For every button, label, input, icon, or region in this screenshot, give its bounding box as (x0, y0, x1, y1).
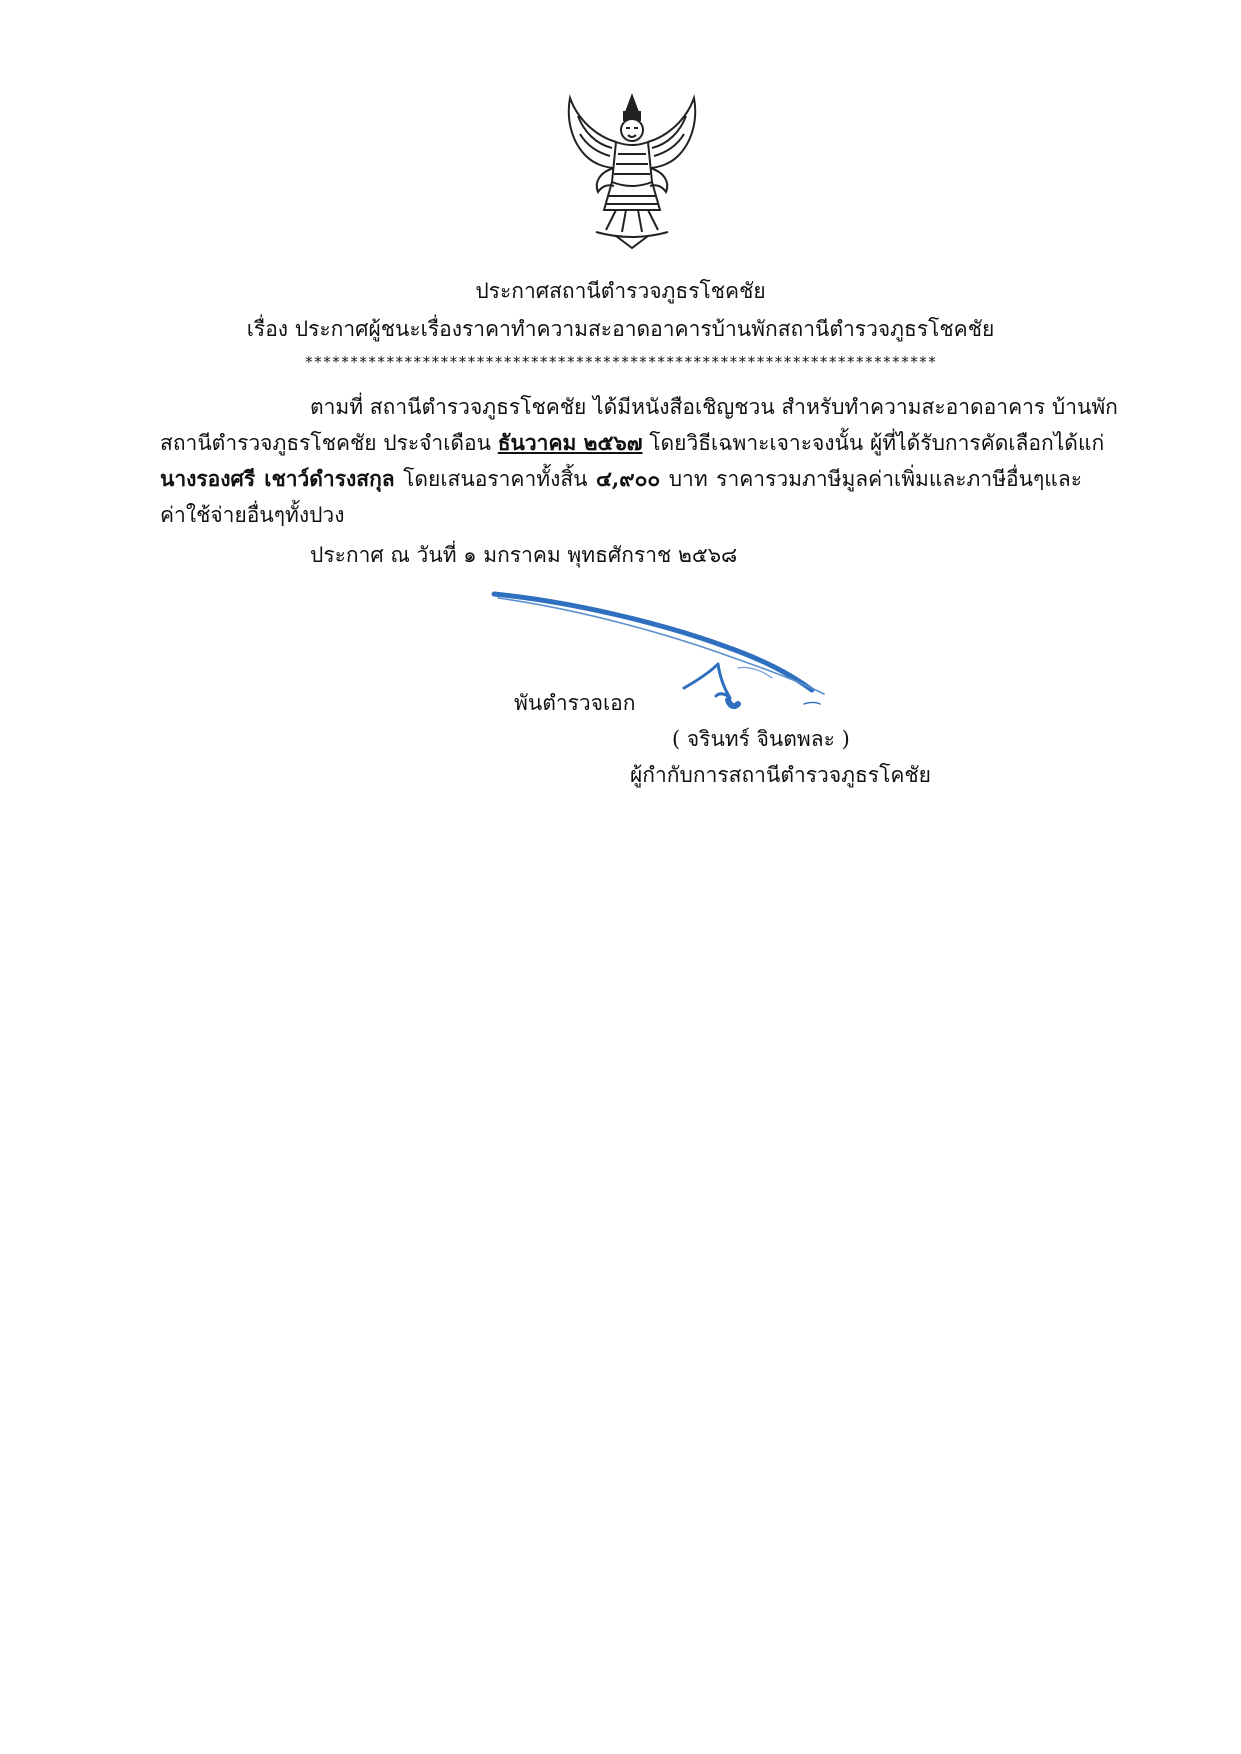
contract-month: ธันวาคม ๒๕๖๗ (497, 430, 643, 455)
body-line-3 (160, 464, 1082, 494)
winner-name: นางรองศรี เชาว์ดำรงสกุล (160, 466, 395, 491)
body-line-1: ตามที่ สถานีตำรวจภูธรโชคชัย ได้มีหนังสือเชิญชวน สำหรับทำความสะอาดอาคาร บ้านพัก (310, 395, 1118, 419)
body-line-3-end: บาท ราคารวมภาษีมูลค่าเพิ่มและภาษีอื่นๆและ (668, 467, 1082, 491)
garuda-emblem-icon (556, 90, 708, 250)
body-line-2-end: โดยวิธีเฉพาะเจาะจงนั้น ผู้ที่ได้รับการคัดเลือกได้แก่ (649, 431, 1105, 455)
signer-name: ( จรินทร์ จินตพละ ) (672, 727, 850, 751)
announcement-title: ประกาศสถานีตำรวจภูธรโชคชัย (475, 279, 766, 303)
body-line-3-start: โดยเสนอราคาทั้งสิ้น (403, 467, 588, 491)
body-line-2 (160, 428, 1105, 458)
bid-amount: ๔,๙๐๐ (596, 466, 661, 491)
announcement-subject: เรื่อง ประกาศผู้ชนะเรื่องราคาทำความสะอาดอาคารบ้านพักสถานีตำรวจภูธรโชคชัย (246, 317, 995, 341)
body-line-2-start: สถานีตำรวจภูธรโชคชัย ประจำเดือน (160, 431, 492, 455)
body-line-4: ค่าใช้จ่ายอื่นๆทั้งปวง (160, 503, 345, 527)
announcement-date: ประกาศ ณ วันที่ ๑ มกราคม พุทธศักราช ๒๕๖๘ (310, 543, 738, 567)
heading-divider: ********************************************************************** (304, 353, 937, 371)
signer-position: ผู้กำกับการสถานีตำรวจภูธรโคชัย (630, 763, 931, 787)
signer-rank: พันตำรวจเอก (514, 691, 636, 715)
